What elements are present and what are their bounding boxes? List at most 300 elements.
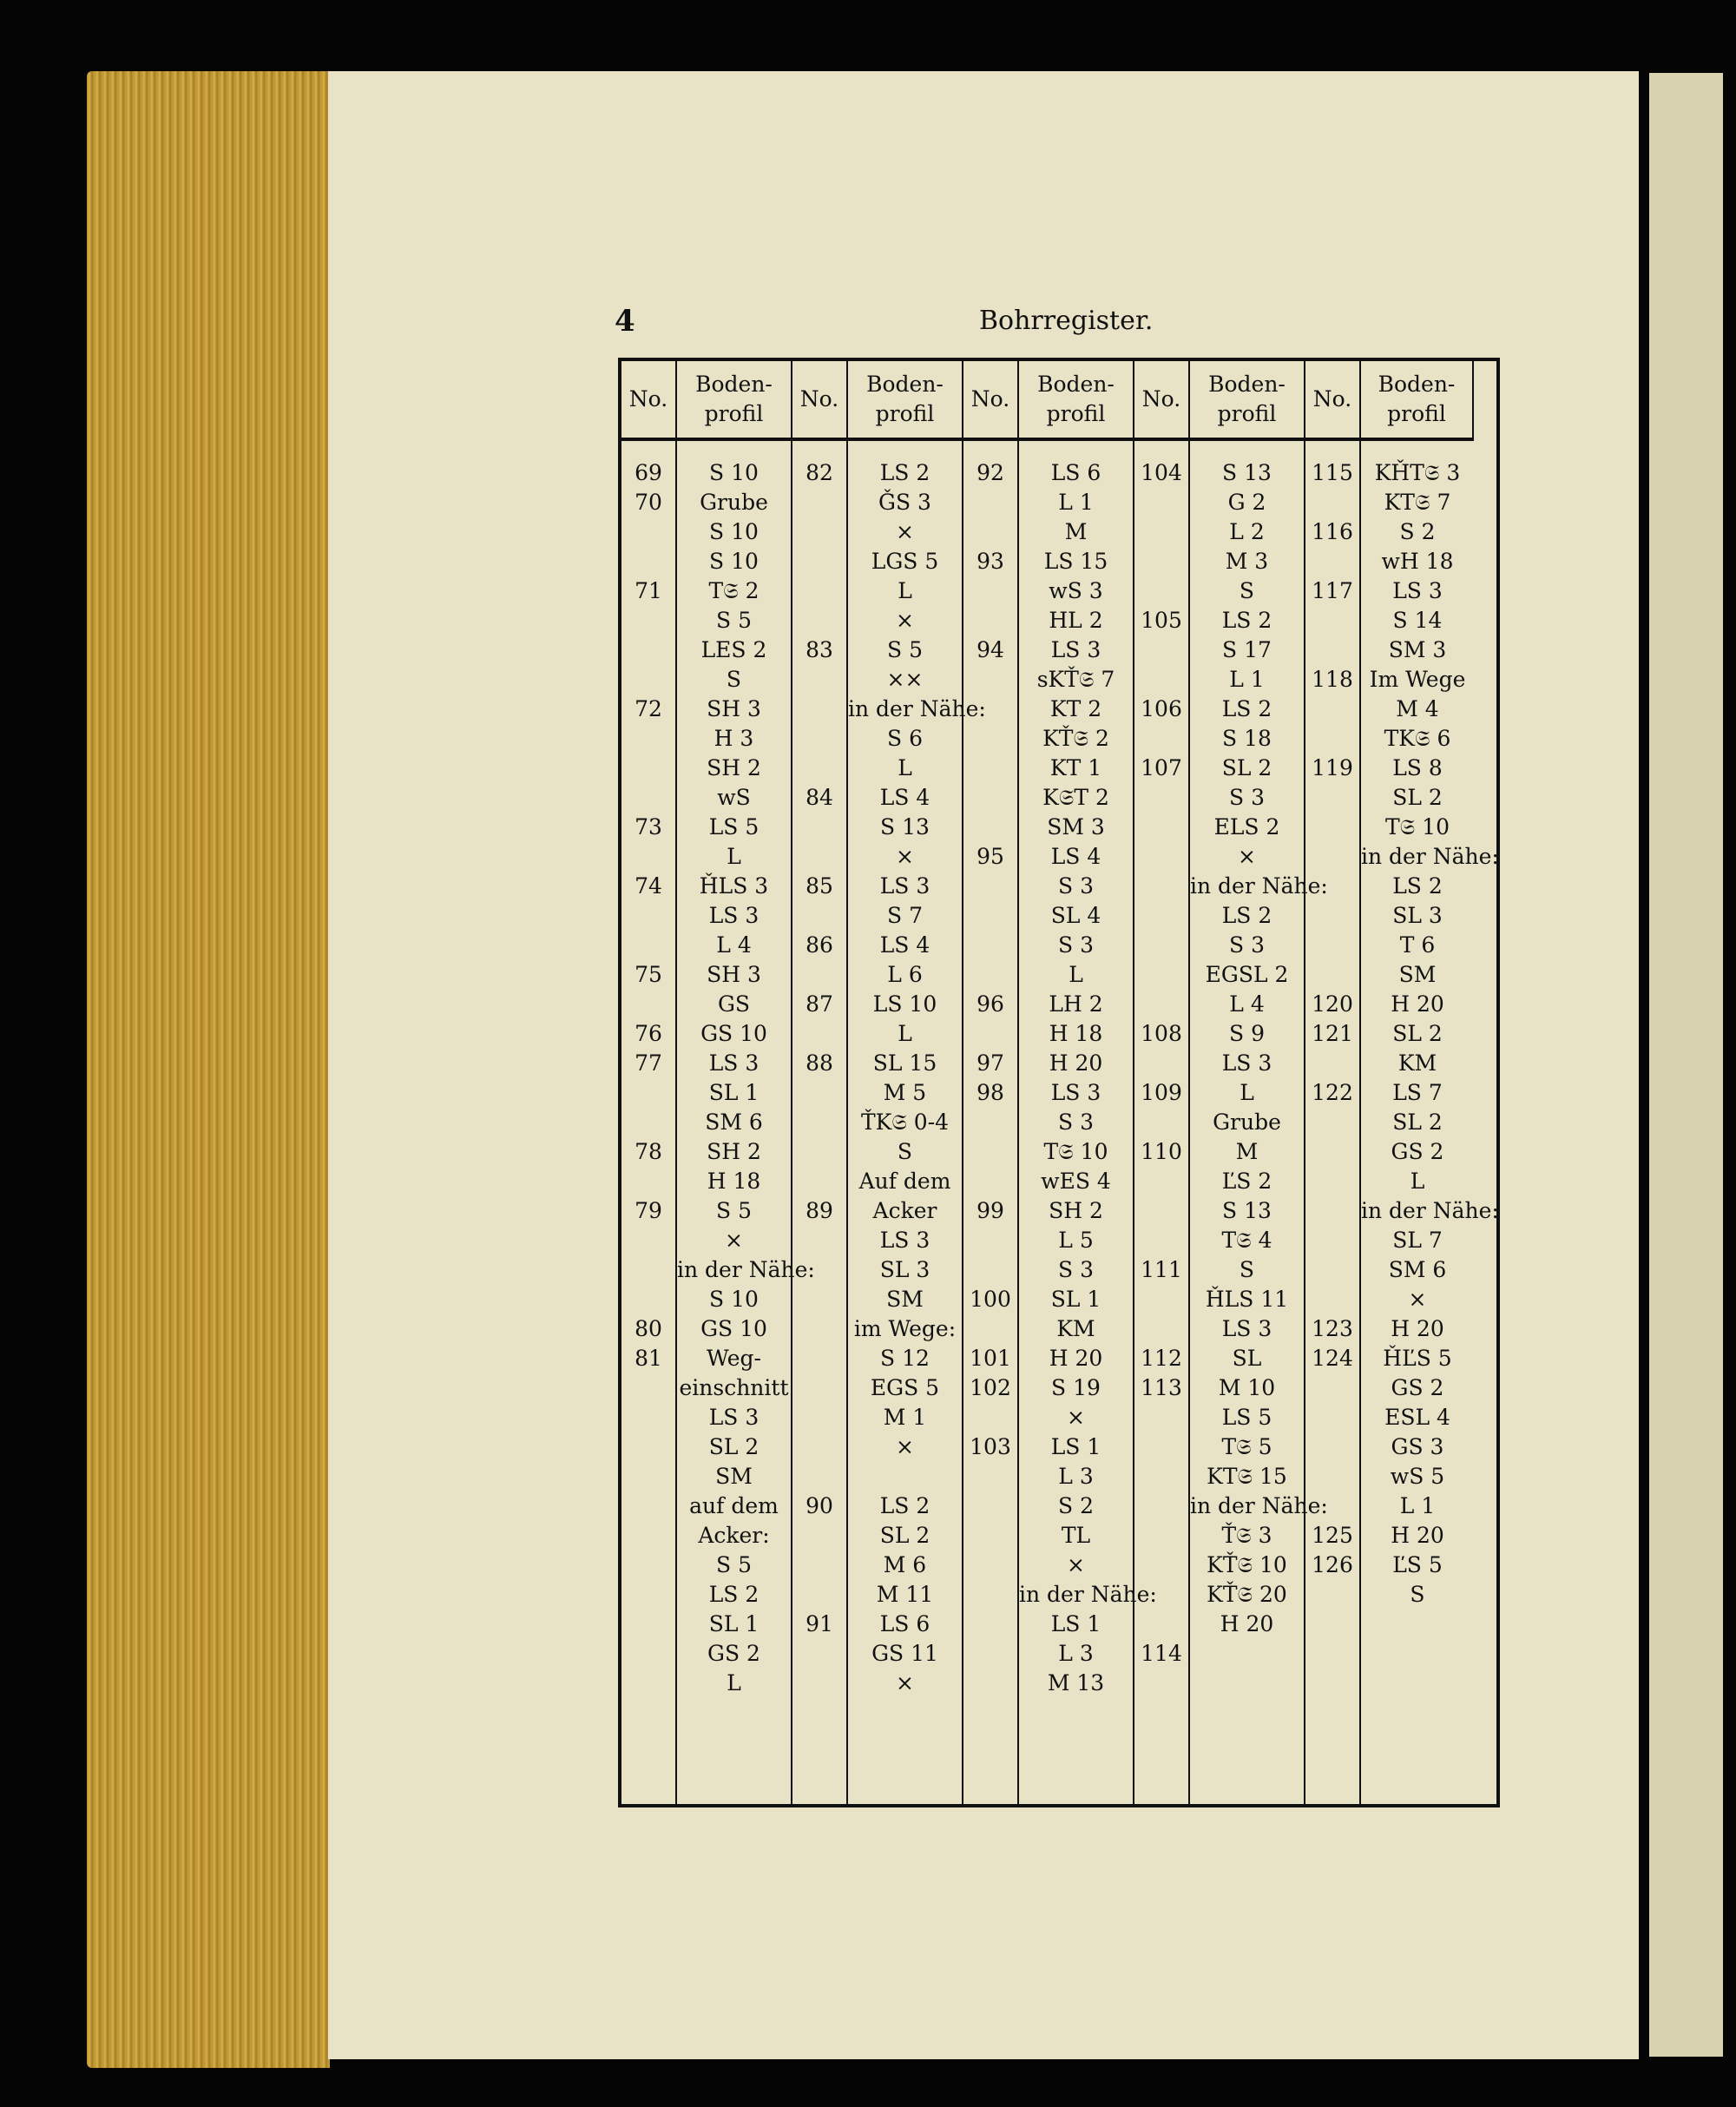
profile-entry: S 10 [709, 460, 759, 485]
profile-entry: in der Nähe: [1190, 873, 1328, 899]
profile-entry: L [898, 578, 912, 603]
profile-entry: GS 11 [871, 1641, 938, 1666]
bohr-number [645, 990, 652, 1019]
bohr-number [645, 1521, 652, 1551]
bohr-number: 105 [1141, 608, 1182, 633]
profile-entry: K𝔖T 2 [1042, 785, 1109, 810]
profile-entry: LS 4 [879, 932, 930, 958]
profile-entry: KM [1056, 1316, 1095, 1341]
profile-entry: S 3 [1229, 785, 1265, 810]
profile-entry: GS [717, 991, 751, 1017]
bohr-number [1329, 1226, 1336, 1255]
bohr-number [1158, 665, 1165, 695]
profile-entry: × [896, 844, 914, 869]
profile-entry: KŤ𝔖 2 [1042, 726, 1109, 751]
bohr-number: 111 [1141, 1257, 1182, 1282]
bohr-number: 97 [976, 1050, 1004, 1076]
profile-entry: L [898, 755, 912, 780]
profile-entry: KM [1397, 1050, 1437, 1076]
profile-entry: SL 3 [1392, 903, 1443, 928]
no-column-4 [1134, 441, 1190, 1804]
bohr-number [1329, 1491, 1336, 1521]
bohr-number: 103 [970, 1434, 1011, 1459]
bohr-number [987, 665, 994, 695]
running-head: Bohrregister. [979, 306, 1154, 336]
profile-entry: LS 5 [1221, 1405, 1272, 1430]
bohr-number [1158, 1491, 1165, 1521]
bohr-number [816, 488, 823, 517]
bohr-number: 89 [806, 1198, 833, 1223]
bohr-number [645, 783, 652, 813]
profile-entry: wS 3 [1049, 578, 1103, 603]
profile-entry: LS 1 [1050, 1434, 1101, 1459]
profile-entry: M [1064, 519, 1088, 544]
bohr-number [987, 901, 994, 931]
bohr-number [645, 1610, 652, 1639]
profile-entry: H 20 [1220, 1611, 1274, 1636]
bohr-number [1329, 547, 1336, 576]
profile-entry: L [1069, 962, 1083, 987]
bohr-number [816, 813, 823, 842]
bohr-number [1158, 1049, 1165, 1078]
bohr-number [1158, 1403, 1165, 1432]
bohr-number [816, 1432, 823, 1462]
bohr-number: 106 [1141, 696, 1182, 721]
bohr-number [1158, 1551, 1165, 1580]
profile-entry: wES 4 [1041, 1169, 1111, 1194]
bohr-number [1329, 931, 1336, 960]
book-page [328, 71, 1639, 2059]
profile-entry: KȞT𝔖 3 [1374, 460, 1461, 485]
bohr-number [645, 665, 652, 695]
facing-page-edge [1649, 73, 1723, 2057]
profile-entry: LS 5 [708, 814, 760, 840]
profile-entry: Auf dem [858, 1169, 951, 1194]
bohr-number [816, 1639, 823, 1669]
profile-entry: M 10 [1218, 1375, 1276, 1400]
bohr-number [645, 1255, 652, 1285]
profile-entry: S 5 [887, 637, 923, 662]
bohr-number [987, 488, 994, 517]
profile-entry: M [1235, 1139, 1259, 1164]
bohrregister-table [618, 358, 1500, 1807]
bohr-number: 72 [635, 696, 662, 721]
bohr-number [1158, 576, 1165, 606]
bohr-number: 125 [1312, 1523, 1353, 1548]
bohr-number [1329, 1049, 1336, 1078]
bohr-number [645, 1285, 652, 1314]
bohr-number: 94 [976, 637, 1004, 662]
profile-entry: S 13 [880, 814, 930, 840]
bohr-number [987, 813, 994, 842]
profile-entry: T𝔖 10 [1385, 814, 1450, 840]
profile-entry: LS 2 [1392, 873, 1443, 899]
profile-entry: LS 3 [708, 903, 760, 928]
bohr-number: 92 [976, 460, 1004, 485]
bohr-number: 93 [976, 549, 1004, 574]
profile-entry: S 10 [709, 1287, 759, 1312]
bohr-number [987, 872, 994, 901]
profile-entry: LS 2 [1221, 608, 1272, 633]
bohr-number [987, 1019, 994, 1049]
bohr-number: 86 [806, 932, 833, 958]
bohr-number [1329, 1432, 1336, 1462]
profile-entry: × [896, 1670, 914, 1695]
bohr-number [987, 1551, 994, 1580]
bohr-number [816, 606, 823, 635]
profile-column-2 [848, 441, 986, 1804]
bohr-number [1329, 1167, 1336, 1196]
bohr-number: 69 [635, 460, 662, 485]
bohr-number [1158, 547, 1165, 576]
profile-entry: SL 3 [879, 1257, 930, 1282]
bohr-number [645, 1551, 652, 1580]
profile-entry: S 9 [1229, 1021, 1265, 1046]
bohr-number [1158, 1521, 1165, 1551]
bohr-number [645, 901, 652, 931]
bohr-number [816, 1521, 823, 1551]
bohr-number [816, 1669, 823, 1698]
bohr-number: 80 [635, 1316, 662, 1341]
profile-entry: sKŤ𝔖 7 [1036, 667, 1115, 692]
profile-entry: GS 10 [700, 1316, 767, 1341]
bohr-number [1329, 1403, 1336, 1432]
profile-entry: ŤK𝔖 0-4 [860, 1109, 950, 1135]
no-column-2 [792, 441, 848, 1804]
bohr-number [1158, 1580, 1165, 1610]
profile-entry: L [898, 1021, 912, 1046]
profile-entry: × [896, 608, 914, 633]
bohr-number: 96 [976, 991, 1004, 1017]
bohr-number: 73 [635, 814, 662, 840]
profile-entry: TL [1061, 1523, 1091, 1548]
profile-entry: T𝔖 5 [1221, 1434, 1272, 1459]
bohr-number [645, 1462, 652, 1491]
profile-entry: KŤ𝔖 20 [1207, 1582, 1287, 1607]
profile-entry: SL 4 [1050, 903, 1101, 928]
bohr-number [1158, 517, 1165, 547]
profile-entry: T 6 [1399, 932, 1436, 958]
profile-entry: H 3 [713, 726, 754, 751]
header-bodenprofil: Boden-profil [677, 361, 792, 441]
header-bodenprofil: Boden-profil [1019, 361, 1134, 441]
header-no: No. [621, 361, 677, 441]
bohr-number [1158, 901, 1165, 931]
profile-entry: LS 2 [1221, 903, 1272, 928]
profile-entry: H 18 [1049, 1021, 1103, 1046]
profile-entry: LS 3 [1221, 1050, 1272, 1076]
profile-entry: KT𝔖 7 [1384, 490, 1451, 515]
profile-entry: H 20 [1391, 991, 1444, 1017]
bohr-number [1158, 1226, 1165, 1255]
profile-entry: GS 2 [1391, 1375, 1444, 1400]
header-no: No. [1305, 361, 1361, 441]
bohr-number: 107 [1141, 755, 1182, 780]
profile-entry: H 20 [1049, 1050, 1103, 1076]
bohr-number [645, 606, 652, 635]
profile-entry [1190, 1639, 1304, 1669]
profile-entry: LS 15 [1043, 549, 1108, 574]
bohr-number [816, 1108, 823, 1137]
bohr-number: 71 [635, 578, 662, 603]
bohr-number: 114 [1141, 1641, 1182, 1666]
bohr-number [1329, 813, 1336, 842]
profile-entry: × [1408, 1287, 1427, 1312]
bohr-number [987, 783, 994, 813]
bohr-number [816, 724, 823, 754]
bohr-number [987, 606, 994, 635]
profile-entry: im Wege: [853, 1316, 957, 1341]
profile-column-1 [677, 441, 815, 1804]
bohr-number: 101 [970, 1346, 1011, 1371]
profile-entry: in der Nähe: [1361, 1198, 1499, 1223]
bohr-number: 108 [1141, 1021, 1182, 1046]
profile-entry: L 2 [1229, 519, 1265, 544]
profile-entry: SH 2 [1049, 1198, 1103, 1223]
bohr-number [987, 1314, 994, 1344]
bohr-number [987, 1669, 994, 1698]
bohr-number [987, 754, 994, 783]
profile-entry: LS 2 [879, 1493, 930, 1518]
bohr-number [987, 1167, 994, 1196]
profile-entry: T𝔖 10 [1043, 1139, 1108, 1164]
profile-entry: SL 2 [1392, 1021, 1443, 1046]
profile-entry: S 5 [716, 1552, 752, 1577]
bohr-number: 124 [1312, 1346, 1353, 1371]
bohr-number [816, 1285, 823, 1314]
profile-entry: S 6 [887, 726, 923, 751]
profile-entry: S 13 [1222, 460, 1272, 485]
profile-entry: in der Nähe: [1190, 1493, 1328, 1518]
bohr-number [987, 1491, 994, 1521]
profile-entry: SL 2 [879, 1523, 930, 1548]
bohr-number: 81 [635, 1346, 662, 1371]
bohr-number [987, 724, 994, 754]
bohr-number [1329, 783, 1336, 813]
profile-entry: GS 2 [707, 1641, 760, 1666]
bohr-number [645, 754, 652, 783]
profile-entry: H 20 [1391, 1316, 1444, 1341]
profile-entry: S 3 [1058, 873, 1094, 899]
bohr-number [1158, 1167, 1165, 1196]
profile-entry: LS 8 [1392, 755, 1443, 780]
bohr-number [987, 576, 994, 606]
bohr-number [816, 1462, 823, 1491]
profile-entry: SL 2 [1221, 755, 1272, 780]
bohr-number [1158, 1285, 1165, 1314]
book-page-edges [87, 71, 330, 2068]
profile-entry: ǦS 3 [878, 490, 931, 515]
profile-entry: KT 2 [1049, 696, 1102, 721]
header-no: No. [1134, 361, 1190, 441]
profile-entry: in der Nähe: [848, 696, 986, 721]
no-column-5 [1305, 441, 1361, 1804]
profile-entry: S 3 [1058, 1257, 1094, 1282]
bohr-number [1158, 783, 1165, 813]
bohr-number [1158, 960, 1165, 990]
profile-entry: L 4 [716, 932, 752, 958]
profile-entry: SL 1 [1050, 1287, 1101, 1312]
bohr-number [645, 1669, 652, 1698]
bohr-number [987, 931, 994, 960]
bohr-number [987, 960, 994, 990]
bohr-number [987, 1226, 994, 1255]
bohr-number [645, 1491, 652, 1521]
profile-entry: S [1410, 1582, 1425, 1607]
profile-entry: S 12 [880, 1346, 930, 1371]
bohr-number: 95 [976, 844, 1004, 869]
header-no: No. [792, 361, 848, 441]
bohr-number [987, 517, 994, 547]
bohr-number: 116 [1312, 519, 1353, 544]
bohr-number: 115 [1312, 460, 1353, 485]
bohr-number [1158, 813, 1165, 842]
bohr-number [816, 1167, 823, 1196]
profile-entry: wS 5 [1390, 1464, 1445, 1489]
profile-entry: M 5 [883, 1080, 927, 1105]
profile-entry: S 2 [1058, 1493, 1094, 1518]
bohr-number: 88 [806, 1050, 833, 1076]
bohr-number [1158, 1669, 1165, 1698]
profile-entry: M 3 [1225, 549, 1269, 574]
bohr-number: 110 [1141, 1139, 1182, 1164]
profile-entry: SL [1232, 1346, 1262, 1371]
bohr-number: 119 [1312, 755, 1353, 780]
bohr-number [1329, 1108, 1336, 1137]
bohr-number [816, 842, 823, 872]
profile-entry: L [727, 1670, 741, 1695]
profile-entry: LS 10 [872, 991, 937, 1017]
no-column-3 [963, 441, 1019, 1804]
bohr-number [987, 1580, 994, 1610]
bohr-number [1158, 931, 1165, 960]
bohr-number [816, 547, 823, 576]
profile-column-5 [1361, 441, 1499, 1804]
bohr-number [1329, 1580, 1336, 1610]
bohr-number: 104 [1141, 460, 1182, 485]
profile-entry: ȞLS 3 [699, 873, 769, 899]
profile-entry: × [1238, 844, 1256, 869]
profile-entry: EGS 5 [870, 1375, 940, 1400]
profile-entry: S 3 [1229, 932, 1265, 958]
bohr-number [816, 576, 823, 606]
profile-entry: ȞĽS 5 [1383, 1346, 1452, 1371]
bohr-number: 76 [635, 1021, 662, 1046]
bohr-number: 82 [806, 460, 833, 485]
bohr-number [645, 1108, 652, 1137]
bohr-number [1329, 606, 1336, 635]
bohr-number [1158, 1610, 1165, 1639]
profile-entry: SM 6 [705, 1109, 763, 1135]
profile-entry: S 10 [709, 519, 759, 544]
bohr-number [1329, 1255, 1336, 1285]
bohr-number: 79 [635, 1198, 662, 1223]
profile-entry: SM 3 [1388, 637, 1447, 662]
bohr-number: 126 [1312, 1552, 1353, 1577]
bohr-number: 83 [806, 637, 833, 662]
profile-entry: H 20 [1391, 1523, 1444, 1548]
profile-entry: LS 3 [1050, 637, 1101, 662]
profile-entry: S 5 [716, 1198, 752, 1223]
profile-entry: ȞLS 11 [1205, 1287, 1289, 1312]
bohr-number [816, 1078, 823, 1108]
profile-entry: ELS 2 [1213, 814, 1280, 840]
profile-entry: S [897, 1139, 913, 1164]
bohr-number [645, 1078, 652, 1108]
profile-entry: SL 2 [1392, 1109, 1443, 1135]
bohr-number [645, 1226, 652, 1255]
header-bodenprofil: Boden-profil [1190, 361, 1305, 441]
bohr-number: 117 [1312, 578, 1353, 603]
profile-entry: EGSL 2 [1205, 962, 1289, 987]
profile-entry: GS 10 [700, 1021, 767, 1046]
bohr-number: 99 [976, 1198, 1004, 1223]
bohr-number [816, 665, 823, 695]
bohr-number [1329, 488, 1336, 517]
bohr-number [816, 1580, 823, 1610]
bohr-number: 90 [806, 1493, 833, 1518]
bohr-number: 77 [635, 1050, 662, 1076]
profile-entry: LS 6 [879, 1611, 930, 1636]
profile-entry: GS 3 [1391, 1434, 1444, 1459]
profile-entry: M 6 [883, 1552, 927, 1577]
profile-entry: SL 2 [708, 1434, 760, 1459]
profile-entry: SH 3 [707, 696, 761, 721]
profile-entry: SH 2 [707, 755, 761, 780]
bohr-number [987, 1108, 994, 1137]
bohr-number [1329, 1285, 1336, 1314]
bohr-number: 113 [1141, 1375, 1182, 1400]
profile-entry: L 5 [1058, 1228, 1094, 1253]
no-column-1 [621, 441, 677, 1804]
profile-entry: Grube [700, 490, 768, 515]
profile-entry: LS 2 [708, 1582, 760, 1607]
bohr-number: 100 [970, 1287, 1011, 1312]
profile-entry: L 4 [1229, 991, 1265, 1017]
profile-entry: S 2 [1399, 519, 1436, 544]
profile-entry: LS 2 [879, 460, 930, 485]
bohr-number [816, 695, 823, 724]
profile-entry: LS 4 [1050, 844, 1101, 869]
bohr-number [1158, 1432, 1165, 1462]
bohr-number [645, 842, 652, 872]
profile-entry: Weg- [707, 1346, 761, 1371]
bohr-number [645, 1580, 652, 1610]
profile-entry: SL 1 [708, 1611, 760, 1636]
profile-entry: wH 18 [1381, 549, 1454, 574]
profile-entry: SM 3 [1047, 814, 1105, 840]
bohr-number: 123 [1312, 1316, 1353, 1341]
profile-entry: T𝔖 2 [708, 578, 760, 603]
profile-entry: GS 2 [1391, 1139, 1444, 1164]
bohr-number: 74 [635, 873, 662, 899]
bohr-number [645, 635, 652, 665]
bohr-number: 102 [970, 1375, 1011, 1400]
profile-entry: S 5 [716, 608, 752, 633]
profile-entry: LH 2 [1049, 991, 1103, 1017]
profile-entry: M 13 [1047, 1670, 1105, 1695]
profile-entry: L [1240, 1080, 1254, 1105]
bohr-number [645, 547, 652, 576]
profile-entry: L 1 [1229, 667, 1265, 692]
bohr-number [1158, 990, 1165, 1019]
profile-entry: M 4 [1396, 696, 1439, 721]
bohr-number: 109 [1141, 1080, 1182, 1105]
bohr-number: 121 [1312, 1021, 1353, 1046]
bohr-number [645, 517, 652, 547]
profile-entry: SM [1398, 962, 1437, 987]
bohr-number [987, 1462, 994, 1491]
